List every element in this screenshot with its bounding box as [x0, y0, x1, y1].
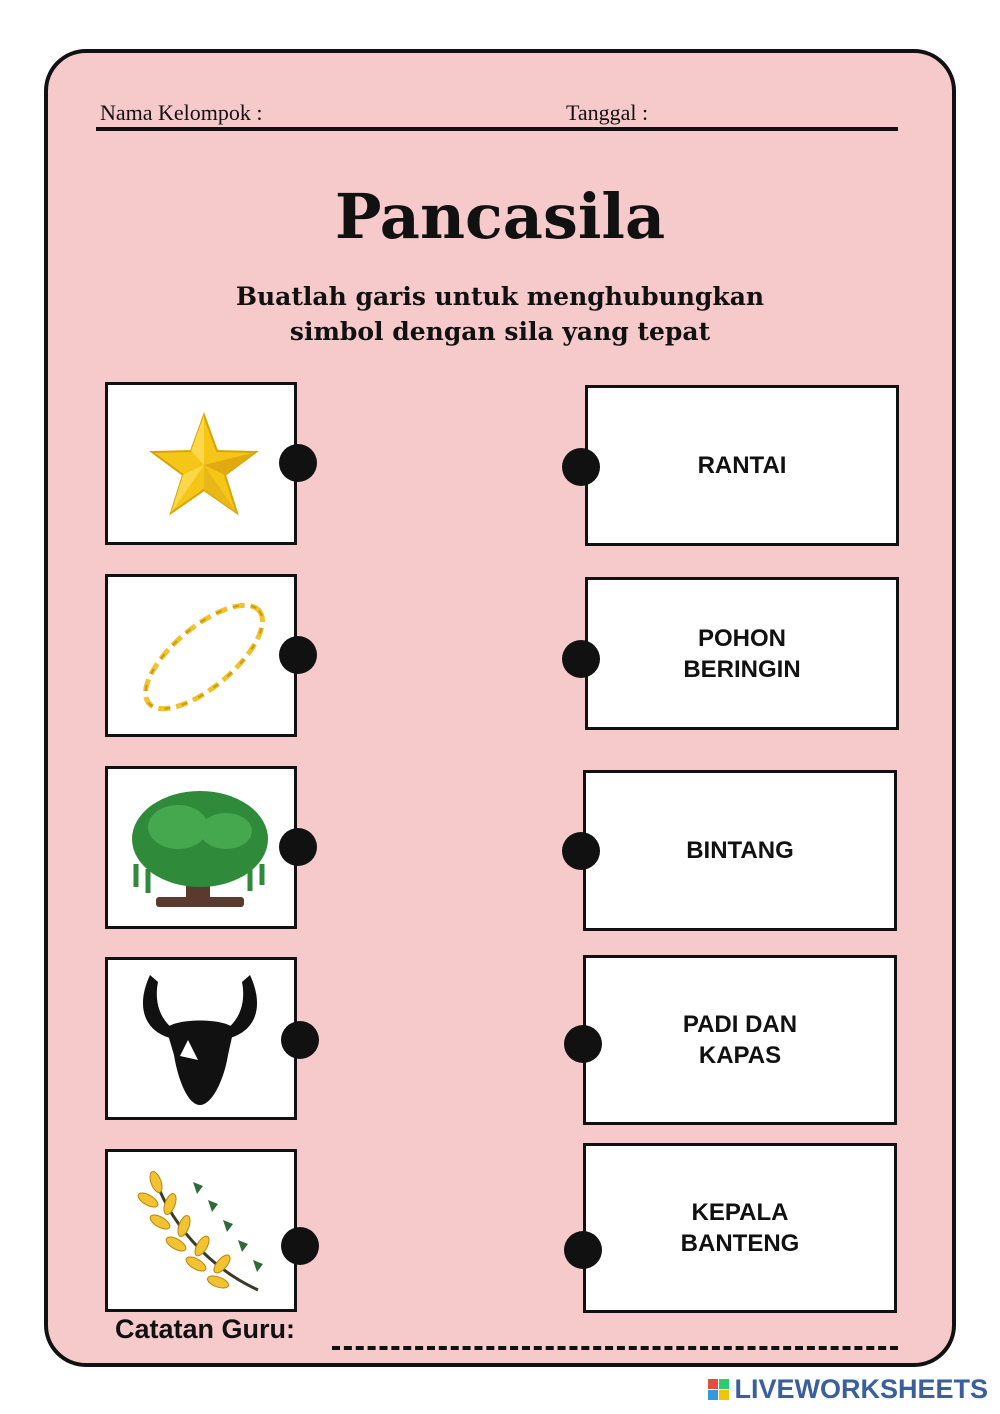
chain-icon [108, 577, 294, 734]
word-box-5 [583, 1143, 897, 1313]
match-dot-right-2[interactable] [562, 640, 600, 678]
word-box-4-line-2: KAPAS [698, 1042, 782, 1069]
word-box-5-line-1: KEPALA [691, 1199, 789, 1226]
group-name-label: Nama Kelompok : [100, 100, 263, 125]
liveworksheets-icon [708, 1379, 730, 1401]
match-dot-right-3[interactable] [562, 832, 600, 870]
header-underline [96, 127, 898, 131]
match-dot-right-4[interactable] [564, 1025, 602, 1063]
word-box-1 [585, 385, 899, 546]
match-dot-left-2[interactable] [279, 636, 317, 674]
symbol-box-chain [105, 574, 297, 737]
match-dot-left-5[interactable] [281, 1227, 319, 1265]
word-box-4 [583, 955, 897, 1125]
match-dot-right-5[interactable] [564, 1231, 602, 1269]
match-dot-left-3[interactable] [279, 828, 317, 866]
match-dot-left-4[interactable] [281, 1021, 319, 1059]
word-box-2-line-1: POHON [697, 624, 786, 652]
word-box-4-line-1: PADI DAN [682, 1011, 798, 1038]
rice-cotton-icon [108, 1152, 294, 1309]
brand-text: LIVEWORKSHEETS [734, 1374, 988, 1404]
bull-head-icon [108, 960, 294, 1117]
symbol-box-star [105, 382, 297, 545]
word-box-5-line-2: BANTENG [680, 1230, 800, 1257]
banyan-tree-icon [108, 769, 294, 926]
date-label: Tanggal : [566, 100, 649, 125]
match-dot-right-1[interactable] [562, 448, 600, 486]
word-box-2-line-2: BERINGIN [683, 655, 801, 683]
word-box-3 [583, 770, 897, 931]
instructions-line-2: simbol dengan sila yang tepat [289, 317, 711, 346]
star-icon [108, 385, 294, 542]
page-title: Pancasila [334, 180, 666, 253]
match-dot-left-1[interactable] [279, 444, 317, 482]
word-box-2 [585, 577, 899, 730]
symbol-box-bull [105, 957, 297, 1120]
instructions-line-1: Buatlah garis untuk menghubungkan [235, 282, 765, 311]
symbol-box-tree [105, 766, 297, 929]
instructions [200, 279, 800, 349]
word-box-3-line-1: BINTANG [686, 837, 794, 864]
word-box-1-line-1: RANTAI [697, 452, 787, 479]
symbol-box-rice-cotton [105, 1149, 297, 1312]
teacher-note-label: Catatan Guru: [115, 1314, 296, 1344]
teacher-note-line [332, 1346, 898, 1350]
brand-logo [708, 1374, 988, 1405]
